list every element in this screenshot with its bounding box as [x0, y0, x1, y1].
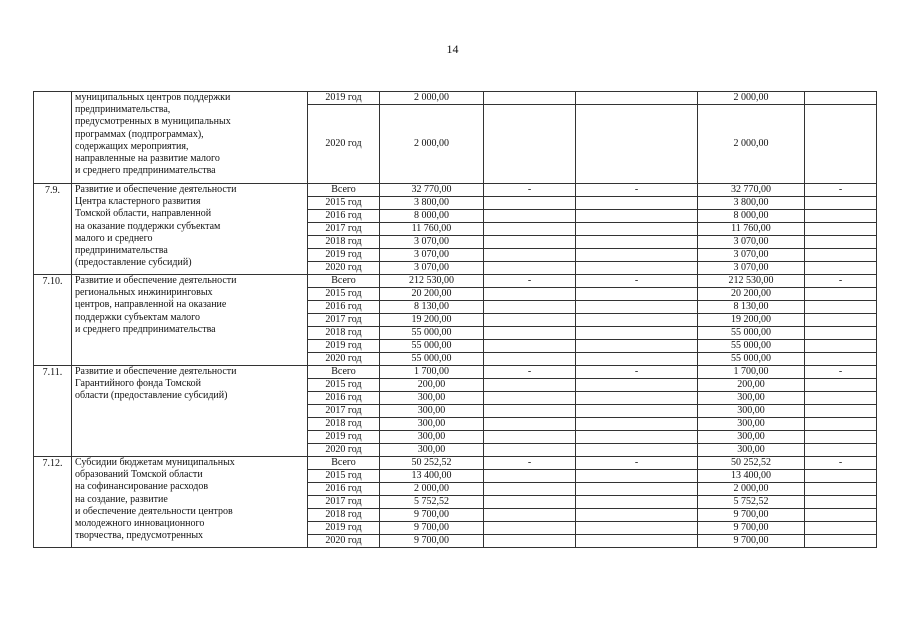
regional-budget-cell: 3 070,00 — [698, 236, 805, 249]
regional-budget-cell: 20 200,00 — [698, 288, 805, 301]
local-budget-cell: - — [576, 275, 698, 288]
item-number — [34, 92, 72, 184]
year-cell: 2017 год — [308, 405, 380, 418]
year-cell: 2019 год — [308, 522, 380, 535]
federal-budget-cell — [484, 405, 576, 418]
other-sources-cell — [805, 197, 877, 210]
other-sources-cell — [805, 509, 877, 522]
year-cell: 2019 год — [308, 431, 380, 444]
total-amount-cell: 32 770,00 — [380, 184, 484, 197]
total-amount-cell: 212 530,00 — [380, 275, 484, 288]
item-name-line: Развитие и обеспечение деятельности — [75, 275, 237, 286]
other-sources-cell — [805, 105, 877, 184]
local-budget-cell — [576, 327, 698, 340]
year-cell: 2015 год — [308, 197, 380, 210]
total-amount-cell: 2 000,00 — [380, 92, 484, 105]
year-cell: Всего — [308, 275, 380, 288]
other-sources-cell — [805, 418, 877, 431]
federal-budget-cell — [484, 392, 576, 405]
federal-budget-cell: - — [484, 366, 576, 379]
other-sources-cell — [805, 314, 877, 327]
regional-budget-cell: 50 252,52 — [698, 457, 805, 470]
item-name — [72, 366, 308, 457]
total-amount-cell: 9 700,00 — [380, 535, 484, 548]
federal-budget-cell — [484, 483, 576, 496]
regional-budget-cell: 9 700,00 — [698, 509, 805, 522]
other-sources-cell — [805, 288, 877, 301]
federal-budget-cell — [484, 444, 576, 457]
federal-budget-cell — [484, 496, 576, 509]
regional-budget-cell: 19 200,00 — [698, 314, 805, 327]
federal-budget-cell: - — [484, 457, 576, 470]
regional-budget-cell: 55 000,00 — [698, 340, 805, 353]
local-budget-cell: - — [576, 457, 698, 470]
federal-budget-cell — [484, 431, 576, 444]
item-name-line: на создание, развитие — [75, 493, 168, 505]
total-amount-cell: 2 000,00 — [380, 105, 484, 184]
year-cell: 2020 год — [308, 262, 380, 275]
federal-budget-cell: - — [484, 275, 576, 288]
local-budget-cell — [576, 353, 698, 366]
local-budget-cell — [576, 509, 698, 522]
regional-budget-cell: 3 800,00 — [698, 197, 805, 210]
regional-budget-cell: 300,00 — [698, 431, 805, 444]
local-budget-cell — [576, 210, 698, 223]
year-cell: 2018 год — [308, 418, 380, 431]
total-amount-cell: 3 800,00 — [380, 197, 484, 210]
regional-budget-cell: 3 070,00 — [698, 262, 805, 275]
local-budget-cell — [576, 496, 698, 509]
total-amount-cell: 3 070,00 — [380, 249, 484, 262]
federal-budget-cell — [484, 379, 576, 392]
item-number: 7.12. — [34, 457, 72, 548]
total-amount-cell: 20 200,00 — [380, 288, 484, 301]
year-cell: 2018 год — [308, 236, 380, 249]
total-amount-cell: 55 000,00 — [380, 353, 484, 366]
item-name-line: молодежного инновационного — [75, 518, 205, 530]
year-cell: 2016 год — [308, 210, 380, 223]
local-budget-cell — [576, 197, 698, 210]
year-cell: 2017 год — [308, 496, 380, 509]
regional-budget-cell: 200,00 — [698, 379, 805, 392]
federal-budget-cell: - — [484, 184, 576, 197]
regional-budget-cell: 300,00 — [698, 444, 805, 457]
budget-table — [33, 91, 877, 548]
other-sources-cell — [805, 496, 877, 509]
item-name-line: программах (подпрограммах), — [75, 128, 204, 140]
year-cell: 2017 год — [308, 314, 380, 327]
year-cell: 2015 год — [308, 379, 380, 392]
item-name-line: содержащих мероприятия, — [75, 140, 189, 152]
other-sources-cell — [805, 223, 877, 236]
local-budget-cell — [576, 105, 698, 184]
total-amount-cell: 3 070,00 — [380, 236, 484, 249]
federal-budget-cell — [484, 327, 576, 340]
item-name-line: на оказание поддержки субъектам — [75, 220, 221, 232]
other-sources-cell: - — [805, 275, 877, 288]
local-budget-cell — [576, 379, 698, 392]
other-sources-cell — [805, 470, 877, 483]
local-budget-cell: - — [576, 366, 698, 379]
local-budget-cell — [576, 236, 698, 249]
item-name-line: поддержки субъектам малого — [75, 311, 201, 323]
other-sources-cell — [805, 92, 877, 105]
item-name-line: области (предоставление субсидий) — [75, 390, 228, 402]
federal-budget-cell — [484, 509, 576, 522]
local-budget-cell — [576, 470, 698, 483]
local-budget-cell — [576, 405, 698, 418]
federal-budget-cell — [484, 535, 576, 548]
federal-budget-cell — [484, 249, 576, 262]
local-budget-cell — [576, 314, 698, 327]
local-budget-cell — [576, 301, 698, 314]
local-budget-cell — [576, 483, 698, 496]
other-sources-cell — [805, 431, 877, 444]
total-amount-cell: 55 000,00 — [380, 340, 484, 353]
federal-budget-cell — [484, 301, 576, 314]
regional-budget-cell: 300,00 — [698, 405, 805, 418]
year-cell: Всего — [308, 184, 380, 197]
local-budget-cell — [576, 340, 698, 353]
total-amount-cell: 5 752,52 — [380, 496, 484, 509]
item-name-line: направленные на развитие малого — [75, 153, 220, 165]
federal-budget-cell — [484, 288, 576, 301]
other-sources-cell — [805, 405, 877, 418]
regional-budget-cell: 8 130,00 — [698, 301, 805, 314]
total-amount-cell: 9 700,00 — [380, 522, 484, 535]
local-budget-cell — [576, 92, 698, 105]
item-number: 7.9. — [34, 184, 72, 275]
total-amount-cell: 8 000,00 — [380, 210, 484, 223]
item-name-line: Гарантийного фонда Томской — [75, 378, 202, 390]
item-name-line: предпринимательства — [75, 245, 168, 257]
table-row — [34, 275, 877, 288]
year-cell: Всего — [308, 366, 380, 379]
page-number: 14 — [446, 42, 459, 56]
item-name-line: и среднего предпринимательства — [75, 165, 216, 177]
local-budget-cell — [576, 249, 698, 262]
item-name — [72, 275, 308, 366]
item-name-line: Центра кластерного развития — [75, 196, 201, 208]
other-sources-cell — [805, 262, 877, 275]
local-budget-cell — [576, 418, 698, 431]
total-amount-cell: 11 760,00 — [380, 223, 484, 236]
total-amount-cell: 3 070,00 — [380, 262, 484, 275]
local-budget-cell: - — [576, 184, 698, 197]
other-sources-cell — [805, 522, 877, 535]
other-sources-cell — [805, 340, 877, 353]
regional-budget-cell: 11 760,00 — [698, 223, 805, 236]
local-budget-cell — [576, 392, 698, 405]
federal-budget-cell — [484, 340, 576, 353]
total-amount-cell: 8 130,00 — [380, 301, 484, 314]
year-cell: 2018 год — [308, 509, 380, 522]
year-cell: 2019 год — [308, 340, 380, 353]
federal-budget-cell — [484, 92, 576, 105]
total-amount-cell: 200,00 — [380, 379, 484, 392]
federal-budget-cell — [484, 197, 576, 210]
other-sources-cell: - — [805, 366, 877, 379]
year-cell: Всего — [308, 457, 380, 470]
year-cell: 2018 год — [308, 327, 380, 340]
federal-budget-cell — [484, 236, 576, 249]
year-cell: 2015 год — [308, 288, 380, 301]
year-cell: 2020 год — [308, 353, 380, 366]
other-sources-cell — [805, 327, 877, 340]
item-name-line: творчества, предусмотренных — [75, 530, 204, 542]
regional-budget-cell: 2 000,00 — [698, 483, 805, 496]
item-name-line: предпринимательства, — [75, 104, 171, 116]
year-cell: 2017 год — [308, 223, 380, 236]
regional-budget-cell: 2 000,00 — [698, 105, 805, 184]
year-cell: 2020 год — [308, 444, 380, 457]
local-budget-cell — [576, 444, 698, 457]
other-sources-cell — [805, 392, 877, 405]
federal-budget-cell — [484, 210, 576, 223]
regional-budget-cell: 1 700,00 — [698, 366, 805, 379]
other-sources-cell: - — [805, 457, 877, 470]
table-row — [34, 184, 877, 197]
year-cell: 2015 год — [308, 470, 380, 483]
total-amount-cell: 300,00 — [380, 392, 484, 405]
local-budget-cell — [576, 522, 698, 535]
local-budget-cell — [576, 223, 698, 236]
item-name-line: Развитие и обеспечение деятельности — [75, 366, 237, 377]
regional-budget-cell: 212 530,00 — [698, 275, 805, 288]
item-number: 7.11. — [34, 366, 72, 457]
item-name-line: Субсидии бюджетам муниципальных — [75, 457, 235, 468]
item-name-line: предусмотренных в муниципальных — [75, 116, 231, 128]
federal-budget-cell — [484, 105, 576, 184]
other-sources-cell — [805, 249, 877, 262]
total-amount-cell: 300,00 — [380, 418, 484, 431]
other-sources-cell — [805, 210, 877, 223]
item-name — [72, 457, 308, 548]
federal-budget-cell — [484, 353, 576, 366]
total-amount-cell: 2 000,00 — [380, 483, 484, 496]
item-name-line: муниципальных центров поддержки — [75, 92, 231, 103]
federal-budget-cell — [484, 470, 576, 483]
regional-budget-cell: 3 070,00 — [698, 249, 805, 262]
total-amount-cell: 300,00 — [380, 405, 484, 418]
other-sources-cell — [805, 483, 877, 496]
total-amount-cell: 9 700,00 — [380, 509, 484, 522]
regional-budget-cell: 9 700,00 — [698, 535, 805, 548]
table-row — [34, 92, 877, 105]
item-name-line: Томской области, направленной — [75, 208, 212, 220]
item-name-line: на софинансирование расходов — [75, 481, 209, 493]
item-name — [72, 92, 308, 184]
item-name-line: (предоставление субсидий) — [75, 257, 192, 269]
other-sources-cell — [805, 444, 877, 457]
year-cell: 2019 год — [308, 92, 380, 105]
total-amount-cell: 19 200,00 — [380, 314, 484, 327]
year-cell: 2016 год — [308, 483, 380, 496]
table-row — [34, 457, 877, 470]
other-sources-cell — [805, 236, 877, 249]
local-budget-cell — [576, 535, 698, 548]
year-cell: 2020 год — [308, 535, 380, 548]
federal-budget-cell — [484, 522, 576, 535]
item-name-line: образований Томской области — [75, 469, 203, 481]
regional-budget-cell: 13 400,00 — [698, 470, 805, 483]
year-cell: 2016 год — [308, 301, 380, 314]
total-amount-cell: 300,00 — [380, 431, 484, 444]
federal-budget-cell — [484, 223, 576, 236]
federal-budget-cell — [484, 262, 576, 275]
regional-budget-cell: 300,00 — [698, 392, 805, 405]
table-row — [34, 366, 877, 379]
item-name-line: и среднего предпринимательства — [75, 323, 216, 335]
year-cell: 2020 год — [308, 105, 380, 184]
item-name-line: Развитие и обеспечение деятельности — [75, 184, 237, 195]
local-budget-cell — [576, 262, 698, 275]
total-amount-cell: 55 000,00 — [380, 327, 484, 340]
item-name-line: центров, направленной на оказание — [75, 299, 227, 311]
regional-budget-cell: 8 000,00 — [698, 210, 805, 223]
item-number: 7.10. — [34, 275, 72, 366]
other-sources-cell: - — [805, 184, 877, 197]
year-cell: 2016 год — [308, 392, 380, 405]
regional-budget-cell: 5 752,52 — [698, 496, 805, 509]
regional-budget-cell: 2 000,00 — [698, 92, 805, 105]
total-amount-cell: 300,00 — [380, 444, 484, 457]
total-amount-cell: 50 252,52 — [380, 457, 484, 470]
federal-budget-cell — [484, 314, 576, 327]
regional-budget-cell: 300,00 — [698, 418, 805, 431]
regional-budget-cell: 55 000,00 — [698, 327, 805, 340]
item-name — [72, 184, 308, 275]
total-amount-cell: 1 700,00 — [380, 366, 484, 379]
other-sources-cell — [805, 379, 877, 392]
year-cell: 2019 год — [308, 249, 380, 262]
federal-budget-cell — [484, 418, 576, 431]
other-sources-cell — [805, 535, 877, 548]
regional-budget-cell: 9 700,00 — [698, 522, 805, 535]
other-sources-cell — [805, 301, 877, 314]
table-body — [34, 92, 877, 548]
item-name-line: региональных инжиниринговых — [75, 287, 213, 299]
regional-budget-cell: 55 000,00 — [698, 353, 805, 366]
item-name-line: малого и среднего — [75, 232, 153, 244]
item-name-line: и обеспечение деятельности центров — [75, 505, 233, 517]
total-amount-cell: 13 400,00 — [380, 470, 484, 483]
regional-budget-cell: 32 770,00 — [698, 184, 805, 197]
local-budget-cell — [576, 288, 698, 301]
other-sources-cell — [805, 353, 877, 366]
local-budget-cell — [576, 431, 698, 444]
